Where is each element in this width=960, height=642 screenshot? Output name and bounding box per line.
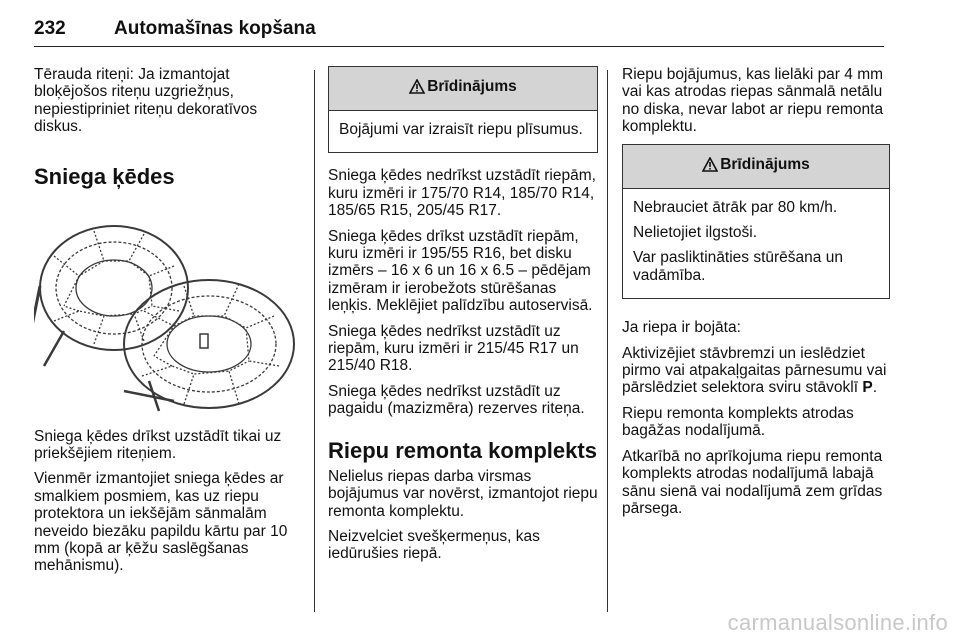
page-number: 232 (34, 18, 66, 39)
spare-wheel-paragraph: Sniega ķēdes nedrīkst uzstādīt uz pagaidu (mazizmēra) rezerves riteņa. (328, 382, 585, 418)
parking-brake-end: . (872, 379, 878, 397)
warning-header-1 (329, 67, 597, 111)
foreign-objects-paragraph: Neizvelciet svešķermeņus, kas iedūrušies riepā. (328, 527, 540, 563)
column-divider-2 (607, 70, 608, 612)
front-wheels-paragraph: Sniega ķēdes drīkst uzstādīt tikai uz priekšējiem riteņiem. (34, 427, 282, 463)
warning-line-duration: Nelietojiet ilgstoši. (633, 224, 758, 242)
chapter-title: Automašīnas kopšana (114, 18, 316, 39)
warning-line-handling: Var pasliktināties stūrēšana un vadāmība. (633, 249, 843, 284)
warning-triangle-icon (702, 157, 718, 178)
section-heading-snow-chains: Sniega ķēdes (34, 163, 175, 189)
warning-title-1: Brīdinājums (427, 78, 517, 95)
section-heading-repair-kit: Riepu remonta komplekts (328, 437, 597, 463)
warning-header-2 (623, 145, 889, 189)
intro-paragraph: Tērauda riteņi: Ja izmantojat bloķējošos riteņu uzgriežņus, nepiestipriniet riteņu dekoratīvos diskus. (34, 66, 258, 136)
parking-brake-text: Aktivizējiet stāvbremzi un ieslēdziet pirmo vai atpakaļgaitas pārnesumu vai pārslēdziet selektora sviru stāvoklī (622, 344, 887, 397)
column-divider-1 (314, 70, 315, 612)
kit-location-paragraph: Riepu remonta komplekts atrodas bagāžas nodalījumā. (622, 404, 854, 440)
warning-triangle-icon (409, 79, 425, 100)
watermark: carmanualsonline.info (727, 610, 948, 635)
snow-chains-illustration (34, 216, 296, 414)
snow-chains-drawing (34, 216, 296, 414)
warning-line-speed: Nebrauciet ātrāk par 80 km/h. (633, 198, 838, 216)
warning-box-1 (328, 66, 598, 153)
page-header (34, 12, 884, 47)
column-3 (622, 66, 890, 525)
warning-box-2 (622, 144, 890, 300)
damage-limit-paragraph: Riepu bojājumus, kas lielāki par 4 mm vai kas atrodas riepas sānmalā netālu no diska, nevar labot ar riepu remonta komplektu. (622, 66, 884, 136)
kit-location-detail-paragraph: Atkarībā no aprīkojuma riepu remonta komplekts atrodas nodalījumā labajā sānu sienā vai nodalījumā zem grīdas pārsega. (622, 447, 883, 517)
column-1 (34, 66, 304, 583)
tire-damaged-paragraph: Ja riepa ir bojāta: (622, 319, 741, 337)
prohibited-large-sizes-paragraph: Sniega ķēdes nedrīkst uzstādīt uz riepām, kuru izmēri ir 215/45 R17 un 215/40 R18. (328, 322, 579, 375)
parking-brake-paragraph (622, 345, 890, 397)
gear-position-p: P (862, 379, 873, 397)
warning-text-1: Bojājumi var izraisīt riepu plīsumus. (339, 121, 583, 138)
prohibited-sizes-paragraph: Sniega ķēdes nedrīkst uzstādīt riepām, kuru izmēri ir 175/70 R14, 185/70 R14, 185/65 R15, 205/45 R17. (328, 167, 596, 220)
warning-title-2: Brīdinājums (720, 155, 810, 173)
column-2 (328, 66, 598, 571)
fine-link-chains-paragraph: Vienmēr izmantojiet sniega ķēdes ar smalkiem posmiem, kas uz riepu protektora un iekšējām sānmalām neveido biezāku papildu kārtu par 10 mm (kopā ar ķēžu saslēgšanas mehānismu). (34, 470, 288, 575)
allowed-sizes-paragraph: Sniega ķēdes drīkst uzstādīt riepām, kuru izmēri ir 195/55 R16, bet disku izmērs – 16 x 6 un 16 x 6.5 – pēdējam izmēram ir ierobežots stūrēšanas leņķis. Meklējiet palīdzību autoservisā. (328, 227, 593, 315)
repair-kit-intro-paragraph: Nelielus riepas darba virsmas bojājumus var novērst, izmantojot riepu remonta komplektu. (328, 467, 598, 520)
